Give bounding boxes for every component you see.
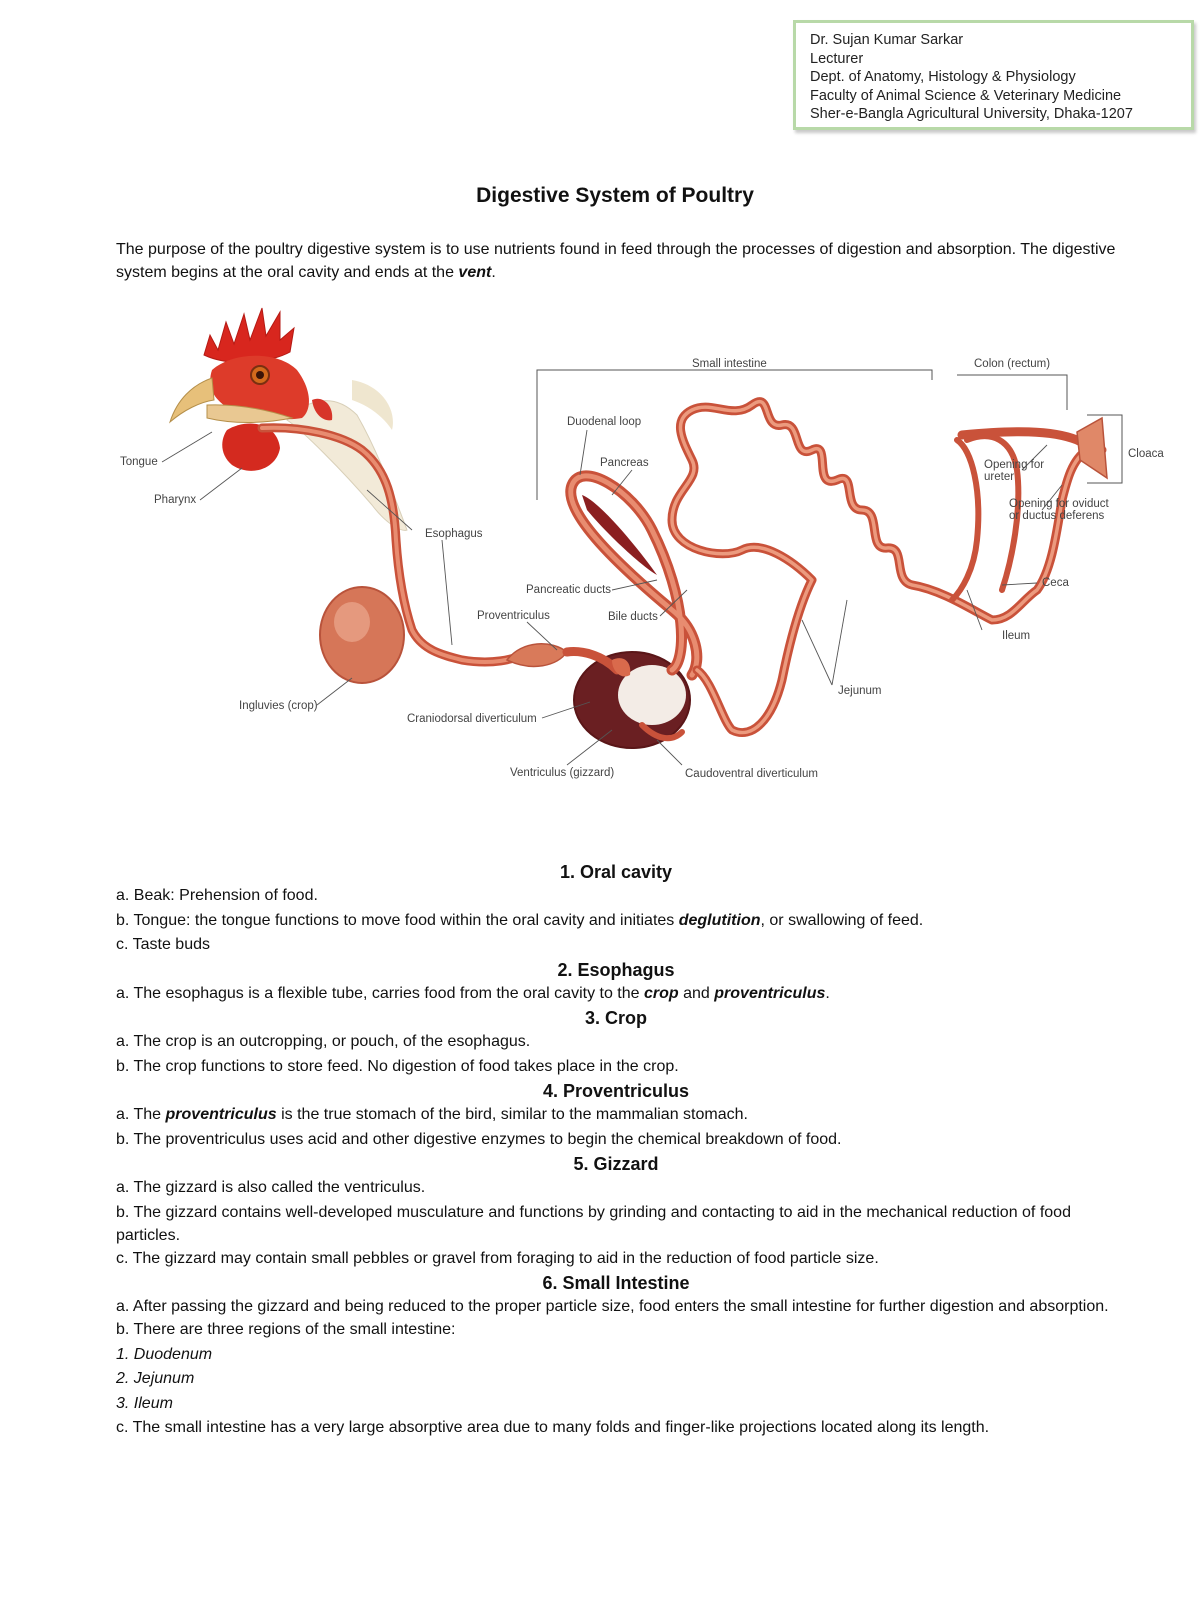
- label-pancreas: Pancreas: [600, 457, 649, 469]
- heading-proventriculus: 4. Proventriculus: [542, 1081, 690, 1101]
- label-tongue: Tongue: [120, 456, 158, 468]
- gizzard-b: b. The gizzard contains well-developed musculature and functions by grinding and contacting to aid in the mechanical reduction of food particles.: [116, 1203, 1071, 1244]
- author-university: Sher-e-Bangla Agricultural University, Dhaka-1207: [810, 106, 1133, 122]
- oral-c: c. Taste buds: [116, 936, 210, 953]
- intro-paragraph: [116, 238, 1116, 284]
- label-pancreatic-ducts: Pancreatic ducts: [526, 584, 612, 596]
- esophagus-a-crop: crop: [644, 984, 679, 1002]
- jejunum-ileum-illustration: [672, 402, 1107, 733]
- small-intestine-c: c. The small intestine has a very large absorptive area due to many folds and finger-like projections located along its length.: [116, 1419, 990, 1436]
- author-department: Dept. of Anatomy, Histology & Physiology: [810, 69, 1076, 85]
- label-caudoventral: Caudoventral diverticulum: [685, 768, 818, 780]
- proventriculus-a-post: is the true stomach of the bird, similar to the mammalian stomach.: [276, 1106, 748, 1123]
- author-name: Dr. Sujan Kumar Sarkar: [810, 32, 964, 48]
- label-proventriculus: Proventriculus: [477, 610, 550, 622]
- crop-a: a. The crop is an outcropping, or pouch, of the esophagus.: [116, 1033, 531, 1050]
- heading-gizzard: 5. Gizzard: [573, 1154, 659, 1174]
- heading-crop: 3. Crop: [584, 1008, 647, 1028]
- label-ceca: Ceca: [1042, 577, 1069, 589]
- proventriculus-a-pre: a. The: [116, 1106, 166, 1123]
- heading-oral-cavity: 1. Oral cavity: [559, 862, 673, 882]
- oral-a: a. Beak: Prehension of food.: [116, 887, 318, 904]
- label-cloaca: Cloaca: [1128, 448, 1164, 460]
- author-position: Lecturer: [810, 50, 864, 67]
- small-intestine-a: a. After passing the gizzard and being reduced to the proper particle size, food enters the small intestine for further digestion and absorption.: [116, 1298, 1109, 1315]
- esophagus-a: [116, 982, 1116, 1007]
- esophagus-a-mid: and: [678, 984, 715, 1002]
- region-duodenum: 1. Duodenum: [116, 1345, 213, 1363]
- page-title: Digestive System of Poultry: [476, 184, 754, 207]
- label-jejunum: Jejunum: [838, 685, 882, 697]
- oral-b-deglutition: deglutition: [678, 911, 761, 929]
- proventriculus-a-term: proventriculus: [165, 1106, 277, 1123]
- label-ileum: Ileum: [1002, 630, 1031, 642]
- region-jejunum: 2. Jejunum: [116, 1370, 195, 1387]
- intro-end: .: [491, 264, 496, 281]
- proventriculus-b: b. The proventriculus uses acid and other digestive enzymes to begin the chemical breakdown of food.: [116, 1130, 842, 1148]
- esophagus-a-pre: a. The esophagus is a flexible tube, carries food from the oral cavity to the: [116, 984, 644, 1002]
- label-ingluvies: Ingluvies (crop): [239, 700, 318, 712]
- rooster-head-illustration: [170, 308, 407, 530]
- label-duodenal-loop: Duodenal loop: [567, 416, 642, 428]
- heading-small-intestine: 6. Small Intestine: [542, 1273, 690, 1293]
- small-intestine-b: b. There are three regions of the small intestine:: [116, 1321, 456, 1338]
- label-opening-ureter-2: ureter: [984, 471, 1015, 483]
- label-opening-oviduct-1: Opening for oviduct: [1009, 498, 1109, 510]
- gizzard-c: c. The gizzard may contain small pebbles or gravel from foraging to aid in the reduction of food particle size.: [116, 1249, 879, 1267]
- author-info-box: [793, 20, 1194, 130]
- main-content: [116, 860, 1116, 1441]
- crop-b: b. The crop functions to store feed. No digestion of food takes place in the crop.: [116, 1057, 679, 1075]
- intro-text: The purpose of the poultry digestive system is to use nutrients found in feed through the processes of digestion and absorption. The digestive system begins at the oral cavity and ends at the: [116, 241, 1116, 281]
- oral-b-post: , or swallowing of feed.: [760, 911, 924, 929]
- digestive-system-figure: [112, 300, 1200, 810]
- esophagus-a-post: .: [825, 984, 830, 1002]
- author-faculty: Faculty of Animal Science & Veterinary Medicine: [810, 87, 1122, 104]
- oral-b-pre: b. Tongue: the tongue functions to move food within the oral cavity and initiates: [116, 911, 679, 929]
- label-opening-ureter-1: Opening for: [984, 459, 1045, 471]
- oral-b: [116, 909, 1116, 934]
- label-small-intestine: Small intestine: [692, 358, 767, 370]
- label-opening-oviduct-2: or ductus deferens: [1009, 510, 1105, 522]
- heading-esophagus: 2. Esophagus: [557, 959, 675, 980]
- intro-vent: vent: [458, 264, 492, 281]
- upper-tract-illustration: [262, 428, 690, 748]
- gizzard-a: a. The gizzard is also called the ventriculus.: [116, 1179, 426, 1196]
- label-bile-ducts: Bile ducts: [608, 611, 658, 623]
- esophagus-a-proventriculus: proventriculus: [714, 984, 826, 1002]
- label-craniodorsal: Craniodorsal diverticulum: [407, 713, 537, 725]
- label-ventriculus: Ventriculus (gizzard): [510, 767, 615, 779]
- proventriculus-a: [116, 1103, 1116, 1128]
- region-ileum: 3. Ileum: [116, 1394, 173, 1412]
- label-esophagus: Esophagus: [425, 528, 483, 540]
- label-colon: Colon (rectum): [974, 358, 1051, 370]
- label-pharynx: Pharynx: [154, 494, 197, 506]
